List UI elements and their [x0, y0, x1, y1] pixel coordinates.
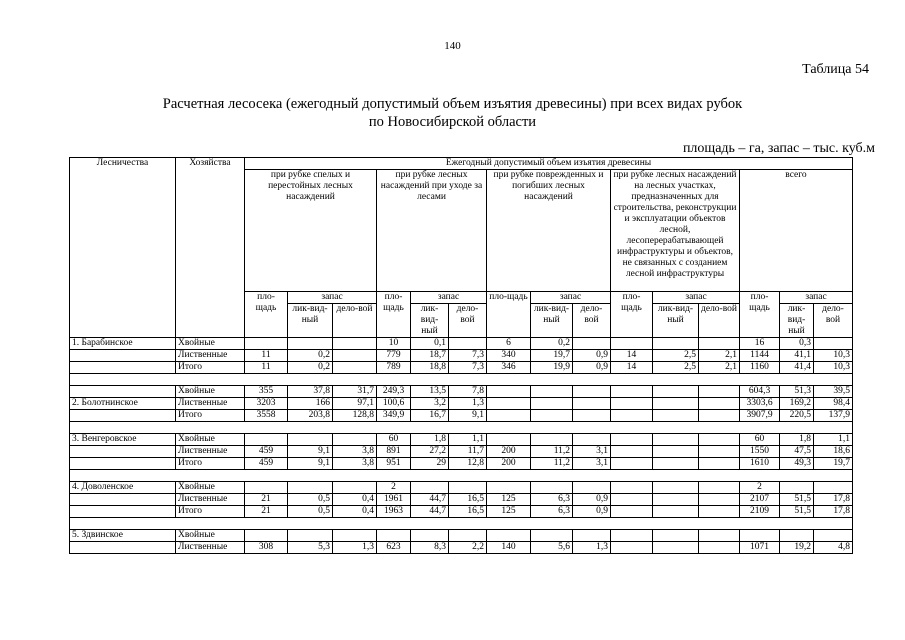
cell-business: 19,7 [814, 458, 853, 470]
group-spacer-row [70, 518, 853, 530]
cell-liquid: 49,3 [780, 458, 814, 470]
cell-business [814, 338, 853, 350]
cell-business [699, 398, 740, 410]
cell-area [611, 494, 653, 506]
cell-liquid [531, 410, 573, 422]
header-area: пло-щадь [611, 292, 653, 338]
cell-business: 0,4 [333, 506, 377, 518]
cell-liquid [288, 530, 333, 542]
cell-area: 21 [245, 494, 288, 506]
cell-area: 2 [740, 482, 780, 494]
cell-forestry [70, 506, 176, 518]
cell-business [449, 482, 487, 494]
cell-area: 2 [377, 482, 411, 494]
cell-business: 9,1 [449, 410, 487, 422]
cell-business: 17,8 [814, 506, 853, 518]
group-spacer-row [70, 374, 853, 386]
cell-liquid [653, 338, 699, 350]
group-spacer-row [70, 422, 853, 434]
cell-farm: Хвойные [176, 434, 245, 446]
cell-liquid: 2,5 [653, 350, 699, 362]
cell-liquid: 0,2 [288, 350, 333, 362]
cell-liquid: 0,2 [531, 338, 573, 350]
cell-area: 60 [377, 434, 411, 446]
cell-business: 7,3 [449, 350, 487, 362]
cell-forestry: 3. Венгеровское [70, 434, 176, 446]
cell-area: 1071 [740, 542, 780, 554]
cell-liquid: 1,8 [780, 434, 814, 446]
header-business: дело-вой [573, 304, 611, 338]
cell-farm: Итого [176, 458, 245, 470]
cell-area: 951 [377, 458, 411, 470]
cell-liquid: 27,2 [411, 446, 449, 458]
cell-liquid: 19,9 [531, 362, 573, 374]
cell-business: 10,3 [814, 350, 853, 362]
logging-table [69, 157, 853, 554]
cell-business: 3,8 [333, 458, 377, 470]
cell-area: 60 [740, 434, 780, 446]
cell-liquid [653, 530, 699, 542]
cell-liquid [531, 386, 573, 398]
cell-business [573, 530, 611, 542]
cell-business: 0,4 [333, 494, 377, 506]
cell-farm: Хвойные [176, 338, 245, 350]
cell-area: 789 [377, 362, 411, 374]
table-row [70, 386, 853, 398]
cell-area [487, 410, 531, 422]
cell-forestry [70, 362, 176, 374]
cell-business: 7,3 [449, 362, 487, 374]
cell-forestry [70, 542, 176, 554]
cell-area: 459 [245, 446, 288, 458]
cell-business [333, 350, 377, 362]
cell-business: 137,9 [814, 410, 853, 422]
title-line-2: по Новосибирской области [368, 114, 537, 130]
cell-area [611, 482, 653, 494]
cell-area [245, 434, 288, 446]
cell-business: 3,1 [573, 446, 611, 458]
header-stock: запас [780, 292, 853, 304]
cell-business: 12,8 [449, 458, 487, 470]
cell-business: 98,4 [814, 398, 853, 410]
header-area: пло-щадь [245, 292, 288, 338]
cell-liquid: 11,2 [531, 458, 573, 470]
cell-area: 11 [245, 350, 288, 362]
cell-area: 2109 [740, 506, 780, 518]
cell-liquid: 5,3 [288, 542, 333, 554]
cell-business: 2,2 [449, 542, 487, 554]
cell-liquid: 2,5 [653, 362, 699, 374]
cell-area: 459 [245, 458, 288, 470]
cell-business: 1,3 [333, 542, 377, 554]
header-business: дело-вой [333, 304, 377, 338]
cell-area: 1550 [740, 446, 780, 458]
cell-business [449, 338, 487, 350]
cell-business: 1,3 [573, 542, 611, 554]
cell-business: 31,7 [333, 386, 377, 398]
header-business: дело-вой [814, 304, 853, 338]
cell-liquid [653, 458, 699, 470]
header-group-total: всего [740, 170, 853, 292]
cell-area: 604,3 [740, 386, 780, 398]
header-business: дело-вой [449, 304, 487, 338]
cell-area [611, 458, 653, 470]
cell-area [377, 530, 411, 542]
cell-farm: Лиственные [176, 350, 245, 362]
header-liquid: лик-вид-ный [288, 304, 333, 338]
cell-liquid: 13,5 [411, 386, 449, 398]
cell-farm: Хвойные [176, 482, 245, 494]
cell-area [487, 434, 531, 446]
cell-area [611, 398, 653, 410]
cell-area: 346 [487, 362, 531, 374]
header-liquid: лик-вид-ный [780, 304, 814, 338]
cell-area: 1961 [377, 494, 411, 506]
header-area: пло-щадь [377, 292, 411, 338]
cell-forestry [70, 350, 176, 362]
cell-business [699, 338, 740, 350]
spacer-cell [70, 374, 853, 386]
cell-forestry: 1. Барабинское [70, 338, 176, 350]
cell-liquid: 9,1 [288, 446, 333, 458]
cell-business: 16,5 [449, 506, 487, 518]
cell-farm: Лиственные [176, 494, 245, 506]
cell-business: 18,6 [814, 446, 853, 458]
cell-business: 0,9 [573, 494, 611, 506]
cell-liquid [653, 542, 699, 554]
cell-liquid [531, 530, 573, 542]
cell-area [487, 386, 531, 398]
cell-business: 16,5 [449, 494, 487, 506]
cell-business [699, 446, 740, 458]
cell-business [333, 434, 377, 446]
cell-business [699, 506, 740, 518]
cell-business [699, 530, 740, 542]
cell-liquid: 0,2 [288, 362, 333, 374]
cell-area [611, 542, 653, 554]
cell-liquid [653, 446, 699, 458]
cell-area: 125 [487, 506, 531, 518]
units-note: площадь – га, запас – тыс. куб.м [682, 141, 875, 156]
cell-area: 779 [377, 350, 411, 362]
cell-area [245, 530, 288, 542]
cell-liquid [288, 482, 333, 494]
cell-business: 4,8 [814, 542, 853, 554]
group-spacer-row [70, 470, 853, 482]
header-stock: запас [653, 292, 740, 304]
cell-business [333, 530, 377, 542]
cell-liquid [653, 434, 699, 446]
cell-liquid: 8,3 [411, 542, 449, 554]
cell-area [611, 386, 653, 398]
cell-farm: Хвойные [176, 386, 245, 398]
cell-business: 11,7 [449, 446, 487, 458]
table-row [70, 506, 853, 518]
cell-area: 14 [611, 350, 653, 362]
cell-business: 0,9 [573, 506, 611, 518]
cell-area: 308 [245, 542, 288, 554]
table-row [70, 458, 853, 470]
cell-forestry: 5. Здвинское [70, 530, 176, 542]
header-liquid: лик-вид-ный [411, 304, 449, 338]
cell-forestry [70, 410, 176, 422]
table-label: Таблица 54 [802, 62, 869, 77]
cell-liquid: 41,4 [780, 362, 814, 374]
cell-area: 21 [245, 506, 288, 518]
title-line-1: Расчетная лесосека (ежегодный допустимый объем изъятия древесины) при всех видах рубок [162, 96, 743, 112]
cell-liquid [653, 410, 699, 422]
cell-business [573, 338, 611, 350]
cell-area: 100,6 [377, 398, 411, 410]
cell-business: 1,1 [814, 434, 853, 446]
cell-liquid: 0,5 [288, 494, 333, 506]
table-row [70, 362, 853, 374]
cell-area [245, 338, 288, 350]
cell-liquid: 169,2 [780, 398, 814, 410]
table-row [70, 434, 853, 446]
header-area: пло-щадь [487, 292, 531, 338]
header-group-care: при рубке лесных насаждений при уходе за лесами [377, 170, 487, 292]
cell-liquid [531, 434, 573, 446]
cell-forestry [70, 386, 176, 398]
cell-business: 1,3 [449, 398, 487, 410]
cell-liquid [780, 482, 814, 494]
cell-farm: Итого [176, 362, 245, 374]
cell-business: 17,8 [814, 494, 853, 506]
cell-area [611, 434, 653, 446]
spacer-cell [70, 422, 853, 434]
cell-liquid [653, 386, 699, 398]
cell-area: 3558 [245, 410, 288, 422]
cell-business: 97,1 [333, 398, 377, 410]
cell-area [611, 338, 653, 350]
table-row [70, 350, 853, 362]
cell-liquid [653, 494, 699, 506]
cell-liquid: 166 [288, 398, 333, 410]
header-liquid: лик-вид-ный [653, 304, 699, 338]
cell-liquid: 18,7 [411, 350, 449, 362]
header-stock: запас [411, 292, 487, 304]
document-title [0, 95, 905, 131]
cell-liquid: 29 [411, 458, 449, 470]
cell-liquid: 5,6 [531, 542, 573, 554]
header-stock: запас [531, 292, 611, 304]
header-stock: запас [288, 292, 377, 304]
cell-liquid [288, 338, 333, 350]
cell-area: 1610 [740, 458, 780, 470]
cell-area: 200 [487, 458, 531, 470]
cell-business [699, 458, 740, 470]
cell-liquid: 51,3 [780, 386, 814, 398]
header-group-mature: при рубке спелых и перестойных лесных насаждений [245, 170, 377, 292]
cell-liquid: 11,2 [531, 446, 573, 458]
cell-area: 1160 [740, 362, 780, 374]
cell-area: 1144 [740, 350, 780, 362]
cell-liquid: 3,2 [411, 398, 449, 410]
cell-area: 355 [245, 386, 288, 398]
table-row [70, 338, 853, 350]
cell-liquid: 19,7 [531, 350, 573, 362]
cell-area [740, 530, 780, 542]
cell-liquid: 0,3 [780, 338, 814, 350]
cell-area: 140 [487, 542, 531, 554]
cell-business [333, 362, 377, 374]
cell-business [814, 530, 853, 542]
header-liquid: лик-вид-ный [531, 304, 573, 338]
cell-business [573, 434, 611, 446]
cell-liquid: 203,8 [288, 410, 333, 422]
cell-area [611, 410, 653, 422]
cell-business: 1,1 [449, 434, 487, 446]
table-row [70, 446, 853, 458]
cell-farm: Лиственные [176, 542, 245, 554]
cell-area [487, 398, 531, 410]
cell-business [699, 434, 740, 446]
cell-area: 3907,9 [740, 410, 780, 422]
cell-area: 16 [740, 338, 780, 350]
cell-liquid [531, 398, 573, 410]
cell-business: 39,5 [814, 386, 853, 398]
cell-business [699, 542, 740, 554]
cell-business: 0,9 [573, 362, 611, 374]
cell-forestry [70, 494, 176, 506]
cell-liquid [531, 482, 573, 494]
cell-liquid: 37,8 [288, 386, 333, 398]
cell-business [449, 530, 487, 542]
cell-business [699, 482, 740, 494]
header-farm: Хозяйства [176, 158, 245, 338]
cell-business: 2,1 [699, 350, 740, 362]
cell-farm: Лиственные [176, 398, 245, 410]
table-row [70, 398, 853, 410]
header-area: пло-щадь [740, 292, 780, 338]
cell-area: 14 [611, 362, 653, 374]
cell-business: 2,1 [699, 362, 740, 374]
cell-business: 10,3 [814, 362, 853, 374]
cell-area [611, 506, 653, 518]
cell-forestry: 2. Болотнинское [70, 398, 176, 410]
cell-liquid: 1,8 [411, 434, 449, 446]
cell-liquid: 6,3 [531, 494, 573, 506]
cell-area [611, 446, 653, 458]
table-row [70, 482, 853, 494]
cell-liquid: 0,5 [288, 506, 333, 518]
cell-business: 7,8 [449, 386, 487, 398]
header-forestry: Лесничества [70, 158, 176, 338]
cell-business [333, 482, 377, 494]
cell-liquid [411, 530, 449, 542]
cell-area: 125 [487, 494, 531, 506]
cell-business [573, 482, 611, 494]
table-row [70, 542, 853, 554]
cell-area: 6 [487, 338, 531, 350]
cell-area: 11 [245, 362, 288, 374]
cell-liquid: 0,1 [411, 338, 449, 350]
cell-business [573, 410, 611, 422]
cell-farm: Лиственные [176, 446, 245, 458]
cell-liquid: 18,8 [411, 362, 449, 374]
table-body [70, 338, 853, 554]
cell-area: 1963 [377, 506, 411, 518]
cell-area: 891 [377, 446, 411, 458]
spacer-cell [70, 470, 853, 482]
cell-business: 3,8 [333, 446, 377, 458]
cell-area: 3303,6 [740, 398, 780, 410]
header-annual: Ежегодный допустимый объем изъятия древесины [245, 158, 853, 170]
cell-liquid: 19,2 [780, 542, 814, 554]
spacer-cell [70, 518, 853, 530]
cell-area: 3203 [245, 398, 288, 410]
cell-liquid: 44,7 [411, 506, 449, 518]
table-row [70, 410, 853, 422]
cell-liquid: 6,3 [531, 506, 573, 518]
cell-liquid: 47,5 [780, 446, 814, 458]
cell-forestry [70, 446, 176, 458]
cell-business [814, 482, 853, 494]
cell-liquid: 16,7 [411, 410, 449, 422]
cell-business: 128,8 [333, 410, 377, 422]
cell-area [245, 482, 288, 494]
cell-business [699, 410, 740, 422]
header-business: дело-вой [699, 304, 740, 338]
cell-area: 349,9 [377, 410, 411, 422]
table-row [70, 494, 853, 506]
page-number: 140 [444, 40, 461, 52]
cell-farm: Итого [176, 410, 245, 422]
cell-area: 623 [377, 542, 411, 554]
cell-area: 2107 [740, 494, 780, 506]
cell-liquid: 51,5 [780, 494, 814, 506]
cell-forestry: 4. Доволенское [70, 482, 176, 494]
cell-liquid [653, 398, 699, 410]
cell-liquid: 41,1 [780, 350, 814, 362]
cell-forestry [70, 458, 176, 470]
cell-business: 0,9 [573, 350, 611, 362]
cell-area [611, 530, 653, 542]
cell-liquid [653, 482, 699, 494]
cell-area: 10 [377, 338, 411, 350]
cell-business: 3,1 [573, 458, 611, 470]
cell-farm: Хвойные [176, 530, 245, 542]
cell-liquid [780, 530, 814, 542]
cell-area [487, 482, 531, 494]
cell-liquid: 51,5 [780, 506, 814, 518]
cell-area: 249,3 [377, 386, 411, 398]
header-group-damaged: при рубке поврежденных и погибших лесных насаждений [487, 170, 611, 292]
header-group-construction: при рубке лесных насаждений на лесных участках, предназначенных для строительства, реконструкции и эксплуатации объектов лесной, лесоперерабатывающей инфраструктуры и объектов, не связанных с созданием лесной инфраструктуры [611, 170, 740, 292]
cell-liquid [288, 434, 333, 446]
cell-area: 340 [487, 350, 531, 362]
cell-business [699, 494, 740, 506]
cell-business [573, 398, 611, 410]
cell-liquid [411, 482, 449, 494]
cell-business [573, 386, 611, 398]
cell-business [699, 386, 740, 398]
cell-farm: Итого [176, 506, 245, 518]
cell-area [487, 530, 531, 542]
table-row [70, 530, 853, 542]
cell-liquid: 9,1 [288, 458, 333, 470]
cell-business [333, 338, 377, 350]
cell-area: 200 [487, 446, 531, 458]
cell-liquid: 220,5 [780, 410, 814, 422]
cell-liquid: 44,7 [411, 494, 449, 506]
cell-liquid [653, 506, 699, 518]
